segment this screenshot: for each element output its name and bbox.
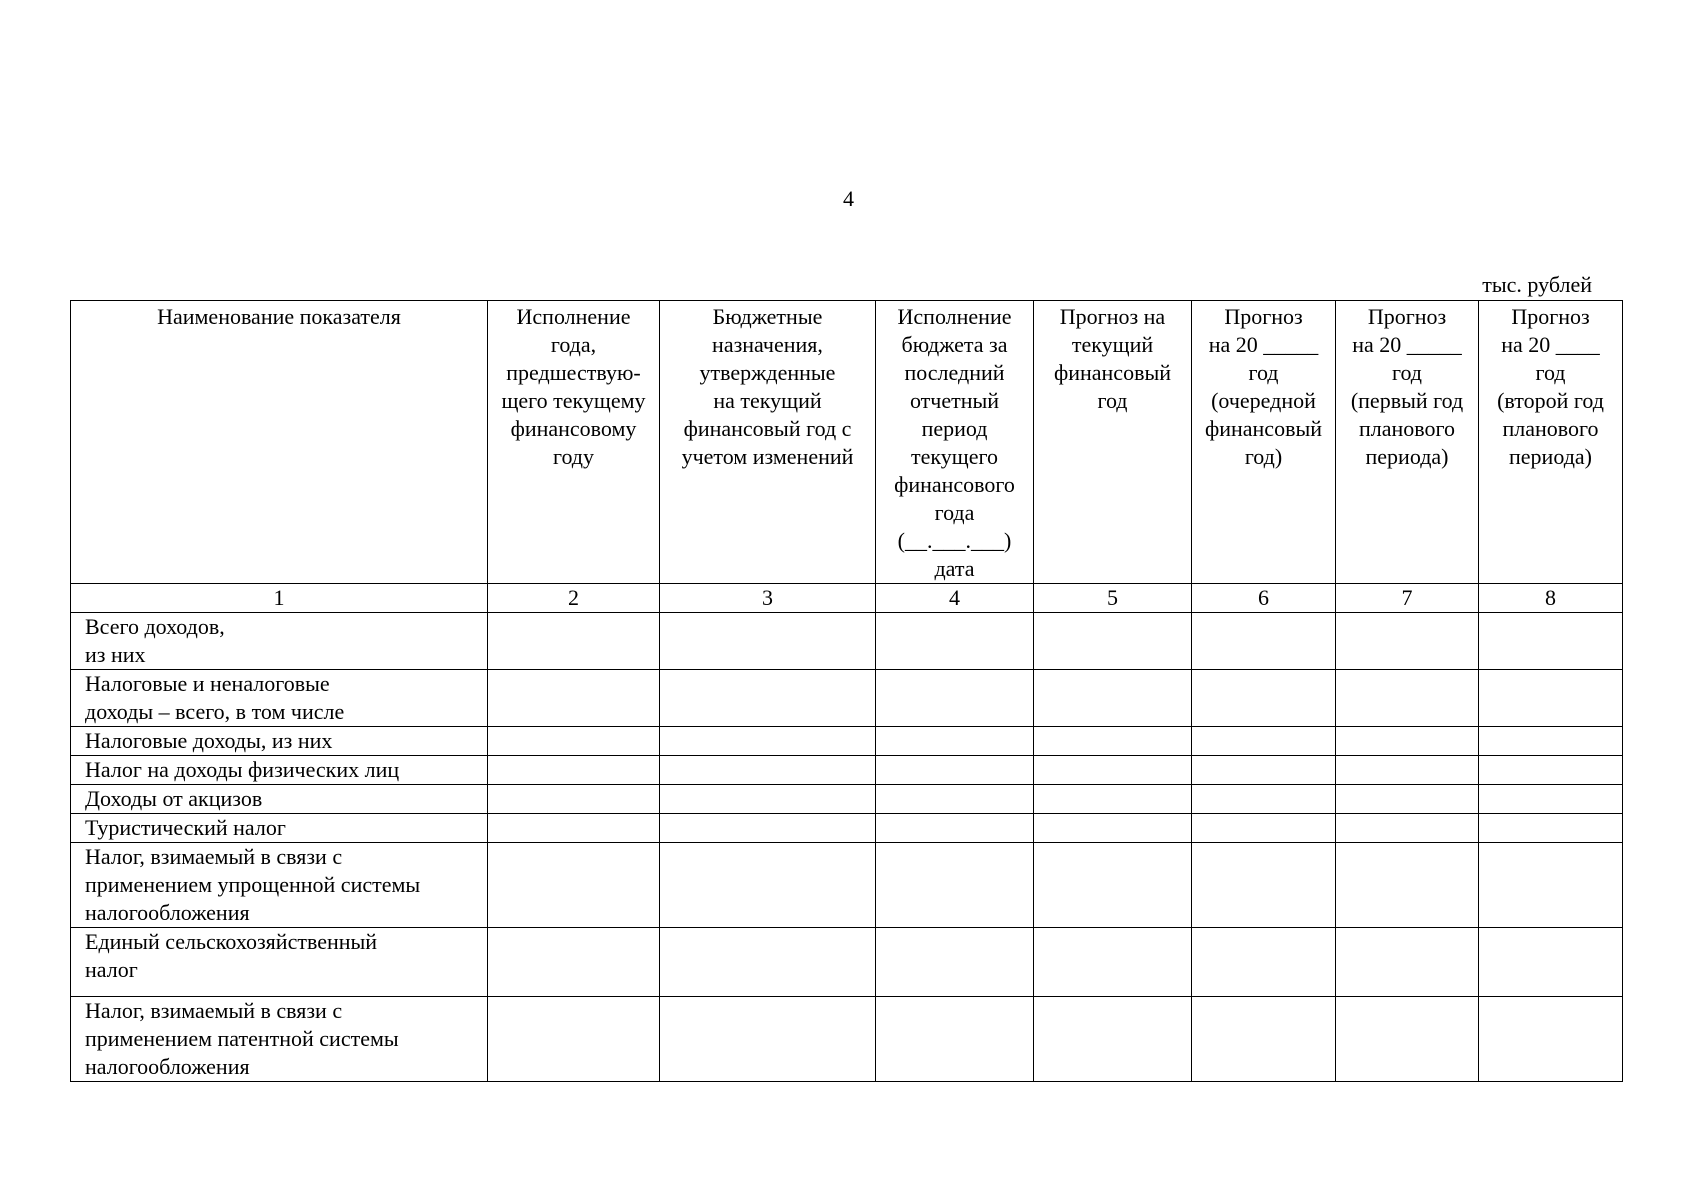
row-label-line: налогообложения [85, 900, 250, 925]
column-header-line: последний [904, 360, 1005, 385]
value-cell[interactable] [488, 928, 660, 997]
column-header-line: (первый год [1350, 388, 1464, 413]
value-cell[interactable] [1192, 727, 1336, 756]
row-label-line: Налоговые доходы, из них [85, 728, 333, 753]
column-header [660, 301, 876, 584]
value-cell[interactable] [876, 785, 1034, 814]
column-header [71, 301, 488, 584]
value-cell[interactable] [1479, 843, 1623, 928]
value-cell[interactable] [488, 785, 660, 814]
value-cell[interactable] [1034, 928, 1192, 997]
value-cell[interactable] [1034, 756, 1192, 785]
column-number: 4 [876, 584, 1034, 613]
table-row [71, 613, 1623, 670]
column-header-line: период [921, 416, 988, 441]
row-label-line: Туристический налог [85, 815, 286, 840]
value-cell[interactable] [876, 814, 1034, 843]
column-header [1034, 301, 1192, 584]
value-cell[interactable] [1479, 928, 1623, 997]
column-header-line: на 20 ____ [1501, 332, 1600, 357]
column-header [876, 301, 1034, 584]
value-cell[interactable] [1336, 727, 1479, 756]
row-label [71, 785, 488, 814]
column-header-line: текущий [1071, 332, 1154, 357]
column-header-line: щего текущему [501, 388, 646, 413]
value-cell[interactable] [1192, 785, 1336, 814]
row-label-line: применением патентной системы [85, 1026, 399, 1051]
column-number: 5 [1034, 584, 1192, 613]
column-header-line: финансовый [1204, 416, 1323, 441]
value-cell[interactable] [488, 814, 660, 843]
value-cell[interactable] [1336, 613, 1479, 670]
value-cell[interactable] [660, 785, 876, 814]
column-header-line: (второй год [1497, 388, 1604, 413]
row-label-line: применением упрощенной системы [85, 872, 421, 897]
column-header-line: (__.___.___) [897, 528, 1012, 553]
value-cell[interactable] [1034, 670, 1192, 727]
value-cell[interactable] [660, 814, 876, 843]
column-header-line: Наименование показателя [157, 304, 401, 329]
value-cell[interactable] [1336, 785, 1479, 814]
value-cell[interactable] [660, 756, 876, 785]
column-number: 8 [1479, 584, 1623, 613]
column-header-line: год [1391, 360, 1423, 385]
value-cell[interactable] [488, 613, 660, 670]
column-number: 1 [71, 584, 488, 613]
column-header-line: на 20 _____ [1208, 332, 1319, 357]
row-label-line: налог [85, 957, 138, 982]
value-cell[interactable] [1192, 613, 1336, 670]
row-label-line: Всего доходов, [85, 614, 225, 639]
value-cell[interactable] [1479, 997, 1623, 1082]
column-header-line: финансовому [510, 416, 637, 441]
value-cell[interactable] [1336, 756, 1479, 785]
value-cell[interactable] [876, 843, 1034, 928]
value-cell[interactable] [488, 727, 660, 756]
column-number: 3 [660, 584, 876, 613]
value-cell[interactable] [1336, 843, 1479, 928]
column-header-line: Прогноз [1224, 304, 1303, 329]
header-row [71, 301, 1623, 584]
value-cell[interactable] [876, 928, 1034, 997]
column-number-row [71, 584, 1623, 613]
value-cell[interactable] [1479, 613, 1623, 670]
column-header-line: финансовый год с [683, 416, 852, 441]
row-label-line: Налог, взимаемый в связи с [85, 998, 343, 1023]
column-header-line: года, [550, 332, 597, 357]
revenue-table [70, 300, 1623, 1082]
value-cell[interactable] [488, 997, 660, 1082]
value-cell[interactable] [1479, 785, 1623, 814]
value-cell[interactable] [876, 756, 1034, 785]
column-header-line: назначения, [712, 332, 823, 357]
column-header-line: отчетный [909, 388, 1000, 413]
page-number: 4 [843, 186, 854, 211]
row-label [71, 997, 488, 1082]
value-cell[interactable] [1336, 928, 1479, 997]
value-cell[interactable] [1479, 814, 1623, 843]
row-label-line: Налог на доходы физических лиц [85, 757, 400, 782]
value-cell[interactable] [1192, 670, 1336, 727]
column-header-line: (очередной [1211, 388, 1316, 413]
row-label [71, 756, 488, 785]
row-label-line: Единый сельскохозяйственный [85, 929, 378, 954]
column-header-line: Прогноз [1511, 304, 1590, 329]
column-header [1336, 301, 1479, 584]
column-header [1479, 301, 1623, 584]
value-cell[interactable] [1192, 843, 1336, 928]
column-header-line: Прогноз [1367, 304, 1447, 329]
column-header-line: Прогноз на [1059, 304, 1166, 329]
column-number: 2 [488, 584, 660, 613]
column-header-line: финансового [894, 472, 1015, 497]
value-cell[interactable] [488, 756, 660, 785]
value-cell[interactable] [488, 843, 660, 928]
row-label [71, 814, 488, 843]
table-row [71, 785, 1623, 814]
column-number: 7 [1336, 584, 1479, 613]
row-label-line: Налог, взимаемый в связи с [85, 844, 343, 869]
row-label-line: доходы – всего, в том числе [85, 699, 345, 724]
column-header-line: год [1535, 360, 1566, 385]
value-cell[interactable] [488, 670, 660, 727]
value-cell[interactable] [660, 997, 876, 1082]
table-row [71, 928, 1623, 997]
value-cell[interactable] [1336, 997, 1479, 1082]
value-cell[interactable] [1192, 997, 1336, 1082]
table-row [71, 997, 1623, 1082]
value-cell[interactable] [876, 613, 1034, 670]
column-header-line: Бюджетные [712, 304, 823, 329]
column-header-line: Исполнение [897, 304, 1012, 329]
row-label-line: налогообложения [85, 1054, 250, 1079]
value-cell[interactable] [1034, 814, 1192, 843]
value-cell[interactable] [1192, 814, 1336, 843]
value-cell[interactable] [876, 670, 1034, 727]
row-label [71, 727, 488, 756]
column-header-line: учетом изменений [681, 444, 854, 469]
value-cell[interactable] [1336, 670, 1479, 727]
value-cell[interactable] [660, 928, 876, 997]
value-cell[interactable] [1034, 785, 1192, 814]
table-row [71, 727, 1623, 756]
column-header-line: предшествую- [506, 360, 641, 385]
value-cell[interactable] [876, 997, 1034, 1082]
column-header-line: год [1097, 388, 1128, 413]
column-header-line: год) [1244, 444, 1283, 469]
value-cell[interactable] [1034, 843, 1192, 928]
value-cell[interactable] [1479, 756, 1623, 785]
value-cell[interactable] [1479, 727, 1623, 756]
row-label-line: Налоговые и неналоговые [85, 671, 330, 696]
column-header-line: года [934, 500, 975, 525]
table-row [71, 814, 1623, 843]
value-cell[interactable] [1034, 613, 1192, 670]
column-number: 6 [1192, 584, 1336, 613]
value-cell[interactable] [660, 670, 876, 727]
row-label [71, 670, 488, 727]
column-header-line: году [552, 444, 595, 469]
units-label: тыс. рублей [1482, 272, 1592, 297]
value-cell[interactable] [876, 727, 1034, 756]
value-cell[interactable] [1034, 997, 1192, 1082]
column-header-line: периода) [1365, 444, 1449, 469]
column-header-line: Исполнение [516, 304, 631, 329]
column-header-line: текущего [911, 444, 998, 469]
column-header-line: дата [934, 556, 975, 581]
value-cell[interactable] [660, 727, 876, 756]
value-cell[interactable] [1192, 756, 1336, 785]
column-header-line: утвержденные [699, 360, 836, 385]
row-label [71, 843, 488, 928]
column-header-line: финансовый [1053, 360, 1172, 385]
table-row [71, 843, 1623, 928]
table-row [71, 756, 1623, 785]
value-cell[interactable] [1479, 670, 1623, 727]
row-label [71, 928, 488, 997]
row-label-line: из них [85, 642, 146, 667]
table-row [71, 670, 1623, 727]
value-cell[interactable] [1192, 928, 1336, 997]
value-cell[interactable] [1034, 727, 1192, 756]
column-header-line: на 20 _____ [1352, 332, 1462, 357]
column-header-line: периода) [1509, 444, 1592, 469]
row-label [71, 613, 488, 670]
column-header-line: бюджета за [901, 332, 1008, 357]
value-cell[interactable] [1336, 814, 1479, 843]
column-header [488, 301, 660, 584]
column-header-line: планового [1358, 416, 1455, 441]
column-header-line: на текущий [713, 388, 822, 413]
value-cell[interactable] [660, 843, 876, 928]
row-label-line: Доходы от акцизов [85, 786, 263, 811]
column-header-line: планового [1502, 416, 1599, 441]
column-header [1192, 301, 1336, 584]
column-header-line: год [1248, 360, 1279, 385]
value-cell[interactable] [660, 613, 876, 670]
